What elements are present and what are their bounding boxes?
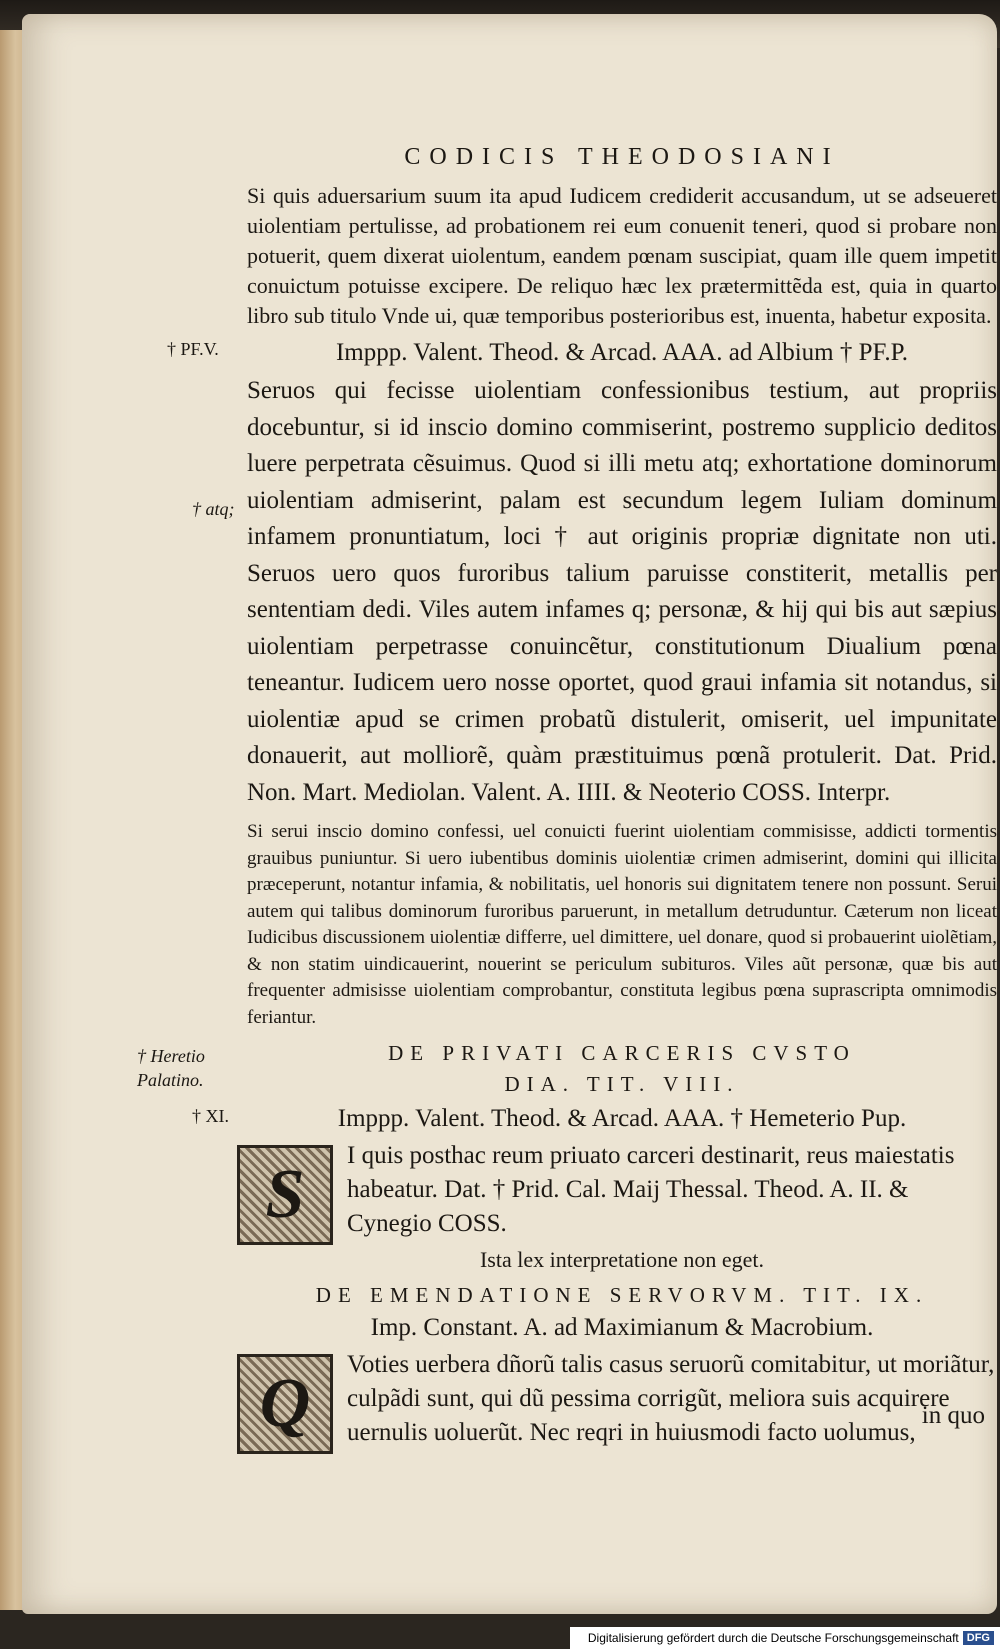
- margin-note-xi: † XI.: [192, 1106, 229, 1126]
- digitization-footer: [570, 1627, 1000, 1649]
- margin-note-heretio: † Heretio Palatino.: [137, 1046, 205, 1090]
- law1-header: Imppp. Valent. Theod. & Arcad. AAA. ad Albium † PF.P.: [335, 339, 909, 366]
- footer-text: Digitalisierung gefördert durch die Deutsche Forschungsgemeinschaft: [587, 1631, 959, 1645]
- law3-text: Voties uerbera dñorũ talis casus seruorũ comitabitur, ut moriãtur, culpãdi sunt, qui dũ pessima corrigũt, meliora suis acquirere uernulis uoluerũt. Nec reqri in huiusmodi facto uolumus,: [347, 1351, 995, 1446]
- title-ix: DE EMENDATIONE SERVORVM. TIT. IX.: [315, 1283, 929, 1307]
- margin-note-pfv: † PF.V.: [167, 339, 219, 359]
- dfg-logo: DFG: [963, 1631, 994, 1645]
- law1-text: Seruos qui fecisse uiolentiam confessionibus testium, aut propriis docebuntur, si id inscio domino commiserint, postremo supplicio deditos luere perpetrata cẽsuimus. Quod si illi metu atq; exhortatione dominorum uiolentiam admiserint, palam est secundum legem Iuliam dominum infamem pronuntiatum, loci † aut originis propriæ dignitate non uti. Seruos uero quos furoribus talium paruisse constiterit, metallis per sententiam dedi. Viles autem infames q; personæ, & hij qui bis aut sæpius uiolentiam perpetrasse conuincẽtur, constitutionum Diualium pœna teneantur. Iudicem uero nosse oportet, quod graui infamia sit notandus, si uiolentiæ apud se crimen probatũ distulerit, omiserit, uel impunitate donauerit, aut molliorẽ, quàm præstituimus pœnã protulerit. Dat. Prid. Non. Mart. Mediolan. Valent. A. IIII. & Neoterio COSS. Interpr.: [247, 377, 997, 806]
- catchword: in quo: [921, 1402, 985, 1429]
- margin-note-atq: † atq;: [192, 499, 235, 519]
- book-page: [22, 14, 997, 1614]
- law2-note: Ista lex interpretatione non eget.: [479, 1247, 765, 1272]
- running-head: CODICIS THEODOSIANI: [404, 144, 840, 170]
- title-viii-line1: DE PRIVATI CARCERIS CVSTO: [388, 1041, 856, 1065]
- intro-paragraph: Si quis aduersarium suum ita apud Iudicem crediderit accusandum, ut se adseueret uiolentiam pertulisse, ad probationem rei eum conuenit teneri, quod si probare non potuerit, quem dixerat uiolentum, eandem pœnam suscipiat, quam ille quem impetit conuictum potuisse excipere. De reliquo hæc lex prætermittẽda est, quia in quarto libro sub titulo Vnde ui, quæ temporibus posterioribus est, inuenta, habetur exposita.: [247, 183, 997, 328]
- law3-block: [247, 1348, 997, 1450]
- decorated-initial-s: S: [237, 1145, 333, 1245]
- law2-block: [247, 1139, 997, 1241]
- decorated-initial-q: Q: [237, 1354, 333, 1454]
- title-viii-line2: DIA. TIT. VIII.: [504, 1072, 740, 1096]
- law3-header: Imp. Constant. A. ad Maximianum & Macrobium.: [370, 1314, 874, 1341]
- interpretation-text: Si serui inscio domino confessi, uel conuicti fuerint uiolentiam commisisse, addicti tormentis grauibus puniuntur. Si uero iubentibus dominis uiolentiæ crimen admiserint, domini qui illicita præceperunt, notantur infamia, & nobilitatis, uel honoris sui dignitatem tenere non possunt. Serui autem qui talibus dominorum furoribus paruerunt, in metallum detruduntur. Cæterum non liceat Iudicibus discussionem uiolentiæ differre, uel dimittere, uel donare, quod si probauerint uiolẽtiam, & non statim uindicauerint, nouerint se periculum subituros. Viles aũt personæ, quæ bis aut frequenter admisisse uiolentiam comprobantur, constituta legibus pœna suprascripta omnimodis feriantur.: [247, 821, 997, 1028]
- law2-text: I quis posthac reum priuato carceri destinarit, reus maiestatis habeatur. Dat. † Prid. Cal. Maij Thessal. Theod. A. II. & Cynegio COSS.: [347, 1142, 955, 1237]
- page-content: [247, 144, 997, 1450]
- law2-header: Imppp. Valent. Theod. & Arcad. AAA. † Hemeterio Pup.: [337, 1105, 907, 1132]
